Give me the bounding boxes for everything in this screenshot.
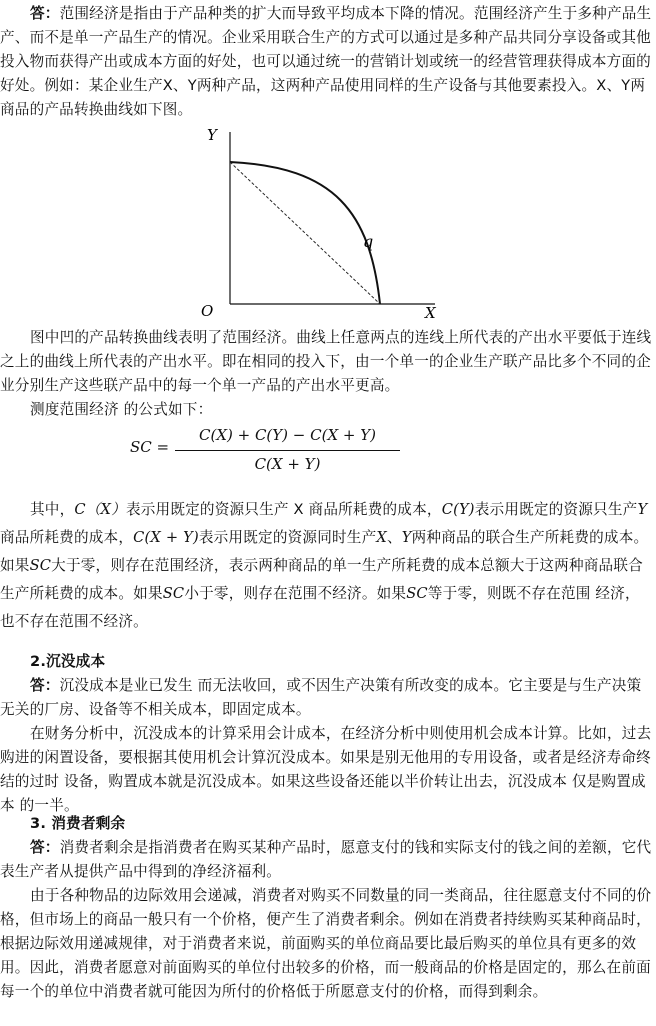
transformation-curve-figure (185, 122, 455, 327)
paragraph-formula-explanation (0, 496, 652, 636)
text-run: 商品所耗费的成本， (0, 529, 134, 546)
scope-economy-formula (130, 426, 400, 476)
math-cy: C(Y) (441, 501, 475, 518)
math-y: Y (637, 501, 648, 518)
section-consumer-surplus (0, 812, 652, 1004)
answer-label: 答： (30, 5, 60, 22)
math-sc: SC (406, 585, 428, 602)
x-axis-label: X (425, 304, 436, 322)
formula-lhs: SC = (130, 438, 170, 456)
text-run: 小于零，则存在范围不经济。如果 (184, 585, 407, 602)
heading-text: 2.沉没成本 (30, 653, 106, 670)
math-cxy: C(X + Y) (133, 529, 199, 546)
math-y: Y (401, 529, 412, 546)
math-sc: SC (29, 557, 52, 574)
answer-label: 答： (30, 839, 60, 856)
text-run: 等于零，则既不存在范围 经济，也不存在范围不经济。 (0, 585, 640, 630)
paragraph-economies-of-scope (0, 2, 652, 122)
paragraph-formula-intro (0, 398, 652, 422)
text-run: 、 (386, 529, 402, 546)
math-cx: C（X） (74, 501, 126, 518)
paragraph-text: 范围经济是指由于产品种类的扩大而导致平均成本下降的情况。范围经济产生于多种产品生产、而不是单一产品生产的情况。企业采用联合生产的方式可以通过是多种产品共同分享设备或其他投入物而获得产出或成本方面的好处，也可以通过统一的营销计划或统一的经营管理获得成本方面的好处。例如：某企业生产X、Y两种产品，这两种产品使用同样的生产设备与其他要素投入。X、Y两商品的产品转换曲线如下图。 (0, 5, 652, 118)
formula-fraction-bar (175, 450, 400, 451)
section-sunk-cost (0, 650, 652, 818)
text-run: 表示用既定的资源只生产 (474, 501, 638, 518)
answer-label: 答： (30, 677, 60, 694)
paragraph-sunk-cost-analysis (0, 722, 652, 818)
paragraph-text: 沉没成本是业已发生 而无法收回，或不因生产决策有所改变的成本。它主要是与生产决策无关的厂房、设备等不相关成本，即固定成本。 (0, 677, 642, 718)
section-heading-consumer-surplus (0, 812, 652, 836)
paragraph-text: 图中凹的产品转换曲线表明了范围经济。曲线上任意两点的连线上所代表的产出水平要低于连线之上的曲线上所代表的产出水平。即在相同的投入下，由一个单一的企业生产联产品比多个不同的企业分别生产这些联产品中的每一个单一产品的产出水平更高。 (0, 329, 652, 394)
paragraph-consumer-surplus-definition (0, 836, 652, 884)
paragraph-text: 由于各种物品的边际效用会递减，消费者对购买不同数量的同一类商品，往往愿意支付不同的价格，但市场上的商品一般只有一个价格，便产生了消费者剩余。例如在消费者持续购买某种商品时，根据边际效用递减规律，对于消费者来说，前面购买的单位商品要比最后购买的单位具有更多的效用。因此，消费者愿意对前面购买的单位付出较多的价格，而一般商品的价格是固定的，那么在前面每一个的单位中消费者就可能因为所付的价格低于所愿意支付的价格，而得到剩余。 (0, 887, 652, 1000)
text-run: 表示用既定的资源只生产 X 商品所耗费的成本， (125, 501, 442, 518)
section-heading-sunk-cost (0, 650, 652, 674)
paragraph-text: 测度范围经济 的公式如下： (30, 401, 213, 418)
chord-line (230, 162, 380, 304)
paragraph-text: 消费者剩余是指消费者在购买某种产品时，愿意支付的钱和实际支付的钱之间的差额，它代表生产者从提供产品中得到的净经济福利。 (0, 839, 652, 880)
heading-text: 3. 消费者剩余 (30, 815, 126, 832)
math-sc: SC (162, 585, 185, 602)
text-run: 两种商品的联合生产所耗费的成本。如果 (0, 529, 649, 574)
origin-label: O (201, 302, 214, 320)
paragraph-figure-explanation (0, 326, 652, 398)
paragraph-text: 在财务分析中，沉没成本的计算采用会计成本，在经济分析中则使用机会成本计算。比如，过去购进的闲置设备，要根据其使用机会计算沉没成本。如果是别无他用的专用设备，或者是经济寿命终结的过时 设备，购置成本就是沉没成本。如果这些设备还能以半价转让出去，沉没成本 仅是购置成本 的一半。 (0, 725, 652, 814)
formula-denominator: C(X + Y) (254, 455, 321, 473)
paragraph-consumer-surplus-explanation (0, 884, 652, 1004)
text-run: 大于零，则存在范围经济，表示两种商品的单一生产所耗费的成本总额大于这两种商品联合生产所耗费的成本。如果 (0, 557, 643, 602)
curve-label: q (363, 232, 374, 251)
text-run: 表示用既定的资源同时生产 (198, 529, 377, 546)
math-x: X (376, 529, 387, 546)
text-run: 其中， (30, 501, 75, 518)
paragraph-sunk-cost-definition (0, 674, 652, 722)
formula-numerator: C(X) + C(Y) − C(X + Y) (198, 426, 377, 444)
y-axis-label: Y (207, 126, 217, 144)
